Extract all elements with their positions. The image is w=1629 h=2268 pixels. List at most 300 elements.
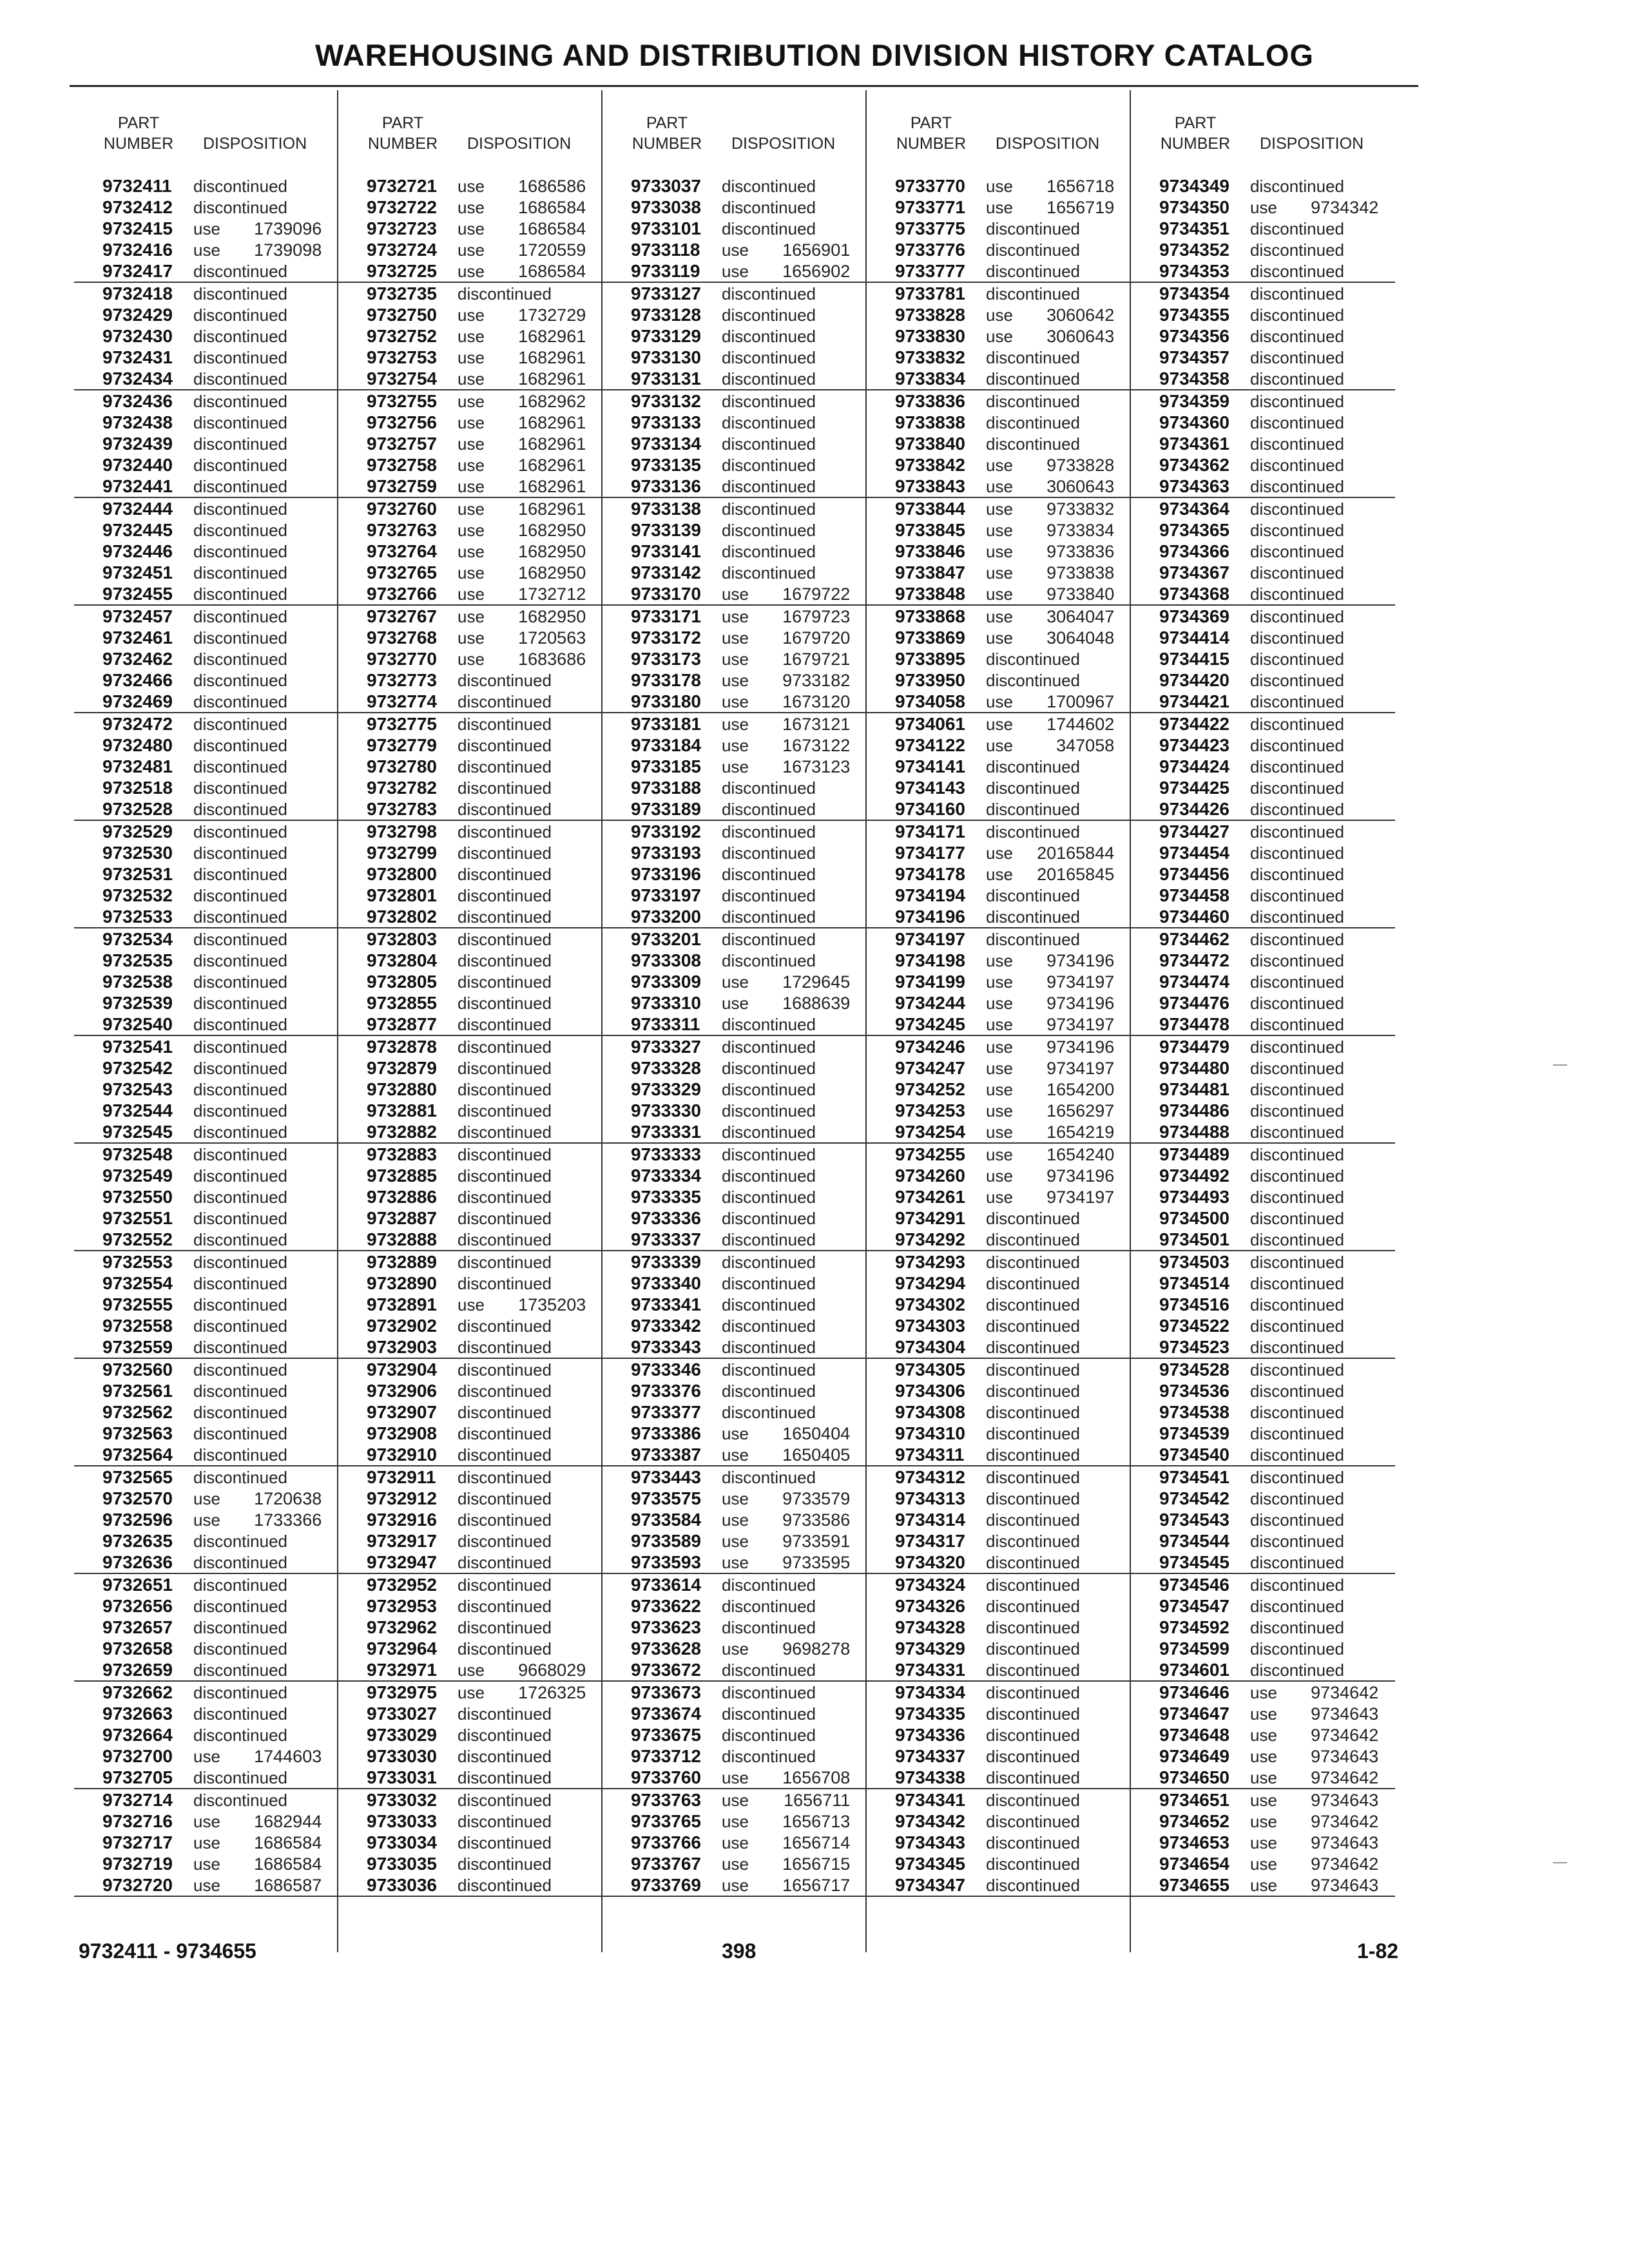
part-number: 9733376 xyxy=(631,1381,702,1401)
disposition: use 1682961 xyxy=(458,456,586,475)
disposition: discontinued xyxy=(458,1253,552,1272)
table-row xyxy=(602,992,867,1014)
table-row xyxy=(602,498,867,519)
part-number: 9732541 xyxy=(102,1037,173,1057)
part-number: 9734342 xyxy=(895,1811,966,1831)
table-row xyxy=(74,1466,338,1488)
table-row xyxy=(74,197,338,218)
disposition: discontinued xyxy=(1250,692,1344,711)
table-row xyxy=(867,1229,1131,1251)
part-number: 9732481 xyxy=(102,756,173,776)
footer-part-range: 9732411 - 9734655 xyxy=(79,1939,256,1963)
table-row xyxy=(867,627,1131,648)
table-row xyxy=(602,1014,867,1036)
table-row xyxy=(74,1144,338,1165)
table-row xyxy=(867,368,1131,390)
part-number: 9732735 xyxy=(367,284,438,303)
part-number: 9734324 xyxy=(895,1575,966,1595)
part-number: 9732902 xyxy=(367,1316,438,1336)
part-number: 9734311 xyxy=(895,1445,965,1465)
part-number: 9732906 xyxy=(367,1381,438,1401)
table-row xyxy=(867,756,1131,777)
table-row xyxy=(338,1079,602,1100)
disposition: discontinued xyxy=(722,1316,816,1336)
part-number: 9733329 xyxy=(631,1079,702,1099)
part-number: 9734653 xyxy=(1159,1832,1230,1852)
header-number-label: NUMBER xyxy=(631,135,702,153)
table-row xyxy=(602,669,867,691)
disposition: discontinued xyxy=(986,1274,1080,1293)
part-number: 9733847 xyxy=(895,562,966,582)
part-number: 9733622 xyxy=(631,1596,702,1616)
table-row xyxy=(74,777,338,798)
table-row xyxy=(74,1100,338,1121)
table-row xyxy=(338,971,602,992)
part-number: 9734486 xyxy=(1159,1100,1230,1120)
disposition: use 1650404 xyxy=(722,1424,851,1443)
disposition: discontinued xyxy=(1250,1187,1344,1207)
disposition: discontinued xyxy=(193,671,287,690)
table-row xyxy=(338,1874,602,1897)
part-number: 9732533 xyxy=(102,907,173,927)
part-number: 9732971 xyxy=(367,1660,438,1680)
table-row xyxy=(74,1423,338,1444)
table-row xyxy=(74,1552,338,1574)
disposition: discontinued xyxy=(193,521,287,540)
disposition: discontinued xyxy=(1250,1445,1344,1465)
part-number: 9733173 xyxy=(631,649,702,669)
table-row xyxy=(338,992,602,1014)
disposition: discontinued xyxy=(722,1725,816,1745)
table-row xyxy=(74,1057,338,1079)
part-number: 9733327 xyxy=(631,1037,702,1057)
disposition: discontinued xyxy=(458,1316,552,1336)
disposition: discontinued xyxy=(722,1360,816,1379)
disposition: discontinued xyxy=(722,865,816,884)
table-row xyxy=(1131,1574,1395,1595)
disposition: use 1720559 xyxy=(458,240,586,260)
table-row xyxy=(338,562,602,583)
disposition: discontinued xyxy=(458,1037,552,1057)
disposition: discontinued xyxy=(1250,1489,1344,1508)
table-row xyxy=(602,239,867,260)
disposition: discontinued xyxy=(1250,1381,1344,1401)
disposition: use 1686584 xyxy=(458,262,586,281)
table-row xyxy=(867,1595,1131,1617)
disposition: discontinued xyxy=(986,284,1080,303)
disposition: use 9733586 xyxy=(722,1510,851,1530)
table-row xyxy=(338,1509,602,1530)
table-row xyxy=(602,1488,867,1509)
disposition: discontinued xyxy=(722,800,816,819)
table-row xyxy=(1131,1380,1395,1401)
part-number: 9732798 xyxy=(367,822,438,841)
disposition: use 1686587 xyxy=(193,1876,322,1895)
table-row xyxy=(74,1273,338,1294)
table-row xyxy=(1131,519,1395,541)
table-row xyxy=(602,735,867,756)
table-row xyxy=(1131,1401,1395,1423)
disposition: use 1682961 xyxy=(458,499,586,519)
disposition: discontinued xyxy=(1250,1553,1344,1572)
part-number: 9733036 xyxy=(367,1875,438,1895)
header-disposition-label: DISPOSITION xyxy=(467,135,572,153)
part-number: 9733200 xyxy=(631,907,702,927)
table-row xyxy=(74,798,338,821)
table-row xyxy=(338,1057,602,1079)
part-number: 9734501 xyxy=(1159,1229,1230,1249)
part-number: 9733197 xyxy=(631,885,702,905)
part-number: 9734302 xyxy=(895,1294,966,1314)
disposition: discontinued xyxy=(1250,778,1344,798)
disposition: discontinued xyxy=(722,305,816,325)
part-number: 9732917 xyxy=(367,1531,438,1551)
disposition: discontinued xyxy=(722,348,816,367)
table-row xyxy=(602,1100,867,1121)
disposition: discontinued xyxy=(1250,649,1344,669)
table-row xyxy=(602,1315,867,1336)
disposition: discontinued xyxy=(458,1145,552,1164)
table-row xyxy=(74,1315,338,1336)
table-row xyxy=(867,1444,1131,1466)
part-number: 9734364 xyxy=(1159,499,1230,519)
disposition: use 1682961 xyxy=(458,327,586,346)
disposition: discontinued xyxy=(193,1230,287,1249)
part-number: 9732714 xyxy=(102,1790,173,1810)
disposition: discontinued xyxy=(1250,1059,1344,1078)
table-row xyxy=(338,735,602,756)
disposition: discontinued xyxy=(986,1639,1080,1658)
part-number: 9734648 xyxy=(1159,1725,1230,1745)
table-row xyxy=(338,713,602,735)
disposition: discontinued xyxy=(722,1618,816,1637)
disposition: use 1744603 xyxy=(193,1747,322,1766)
table-row xyxy=(867,476,1131,498)
part-number: 9734058 xyxy=(895,691,966,711)
disposition: use 9734643 xyxy=(1250,1791,1379,1810)
disposition: discontinued xyxy=(1250,607,1344,626)
disposition: use 1656711 xyxy=(722,1791,851,1810)
part-number: 9732877 xyxy=(367,1014,438,1034)
table-row xyxy=(338,1745,602,1767)
part-number: 9732719 xyxy=(102,1854,173,1874)
part-number: 9734310 xyxy=(895,1423,966,1443)
part-number: 9734516 xyxy=(1159,1294,1230,1314)
part-number: 9732953 xyxy=(367,1596,438,1616)
part-number: 9734488 xyxy=(1159,1122,1230,1142)
table-row xyxy=(867,1121,1131,1144)
table-row xyxy=(74,756,338,777)
disposition: discontinued xyxy=(986,1747,1080,1766)
table-row xyxy=(1131,175,1395,197)
table-row xyxy=(602,1251,867,1273)
part-number: 9732518 xyxy=(102,778,173,798)
part-number: 9734354 xyxy=(1159,284,1230,303)
part-number: 9732532 xyxy=(102,885,173,905)
disposition: discontinued xyxy=(1250,1424,1344,1443)
disposition: discontinued xyxy=(1250,1295,1344,1314)
disposition: use 1679723 xyxy=(722,607,851,626)
part-number: 9734522 xyxy=(1159,1316,1230,1336)
table-row xyxy=(338,412,602,433)
table-row xyxy=(1131,1336,1395,1359)
disposition: use 9733591 xyxy=(722,1532,851,1551)
part-number: 9734246 xyxy=(895,1037,966,1057)
part-number: 9732768 xyxy=(367,628,438,648)
disposition: discontinued xyxy=(193,972,287,992)
disposition: discontinued xyxy=(722,1295,816,1314)
disposition: discontinued xyxy=(1250,1209,1344,1228)
header-disposition-label: DISPOSITION xyxy=(731,135,836,153)
disposition: discontinued xyxy=(193,456,287,475)
part-number: 9733030 xyxy=(367,1746,438,1766)
header-part-label: PART xyxy=(910,114,952,132)
disposition: discontinued xyxy=(458,994,552,1013)
disposition: discontinued xyxy=(986,822,1080,841)
part-number: 9732444 xyxy=(102,499,173,519)
part-number: 9734458 xyxy=(1159,885,1230,905)
disposition: discontinued xyxy=(193,736,287,755)
part-number: 9733331 xyxy=(631,1122,702,1142)
part-number: 9734426 xyxy=(1159,799,1230,819)
disposition: discontinued xyxy=(986,1230,1080,1249)
disposition: use 9734197 xyxy=(986,1015,1115,1034)
part-number: 9732550 xyxy=(102,1187,173,1207)
part-number: 9733119 xyxy=(631,261,700,281)
disposition: discontinued xyxy=(1250,1338,1344,1357)
part-number: 9734542 xyxy=(1159,1488,1230,1508)
disposition: discontinued xyxy=(1250,219,1344,238)
table-row xyxy=(74,1359,338,1380)
disposition: discontinued xyxy=(193,198,287,217)
disposition: discontinued xyxy=(722,456,816,475)
table-row xyxy=(74,1832,338,1853)
header-part-label: PART xyxy=(646,114,688,132)
disposition: discontinued xyxy=(458,951,552,970)
part-number: 9733869 xyxy=(895,628,966,648)
part-number: 9733628 xyxy=(631,1639,702,1658)
disposition: discontinued xyxy=(193,1660,287,1680)
table-row xyxy=(602,583,867,606)
table-row xyxy=(74,863,338,885)
disposition: use 9733834 xyxy=(986,521,1115,540)
table-row xyxy=(867,928,1131,950)
table-row xyxy=(867,1186,1131,1207)
disposition: discontinued xyxy=(458,736,552,755)
table-row xyxy=(338,606,602,627)
table-row xyxy=(74,1488,338,1509)
table-row xyxy=(74,842,338,863)
table-row xyxy=(74,1682,338,1703)
table-row xyxy=(867,1789,1131,1811)
part-number: 9732656 xyxy=(102,1596,173,1616)
table-row xyxy=(74,519,338,541)
part-number: 9732774 xyxy=(367,691,438,711)
disposition: discontinued xyxy=(458,692,552,711)
part-number: 9734414 xyxy=(1159,628,1230,648)
disposition: discontinued xyxy=(986,434,1080,454)
table-row xyxy=(1131,1229,1395,1251)
disposition: discontinued xyxy=(458,1187,552,1207)
part-number: 9733101 xyxy=(631,218,702,238)
disposition: discontinued xyxy=(193,1597,287,1616)
part-number: 9732878 xyxy=(367,1037,438,1057)
table-row xyxy=(1131,347,1395,368)
disposition: use 9733838 xyxy=(986,563,1115,582)
part-number: 9732429 xyxy=(102,305,173,325)
disposition: discontinued xyxy=(722,930,816,949)
part-number: 9734356 xyxy=(1159,326,1230,346)
disposition: discontinued xyxy=(193,1059,287,1078)
table-row xyxy=(1131,498,1395,519)
table-row xyxy=(1131,1874,1395,1897)
table-row xyxy=(1131,950,1395,971)
table-row xyxy=(867,454,1131,476)
table-row xyxy=(602,1079,867,1100)
table-row xyxy=(867,1617,1131,1638)
table-row xyxy=(1131,433,1395,454)
part-number: 9734341 xyxy=(895,1790,966,1810)
table-row xyxy=(74,1853,338,1874)
part-number: 9732882 xyxy=(367,1122,438,1142)
table-row xyxy=(602,1359,867,1380)
margin-mark xyxy=(1553,1862,1567,1863)
table-row xyxy=(338,1100,602,1121)
part-number: 9733781 xyxy=(895,284,966,303)
part-number: 9734247 xyxy=(895,1058,966,1078)
table-row xyxy=(602,519,867,541)
part-number: 9732542 xyxy=(102,1058,173,1078)
disposition: discontinued xyxy=(193,757,287,776)
disposition: use 9733832 xyxy=(986,499,1115,519)
table-row xyxy=(74,1874,338,1897)
part-number: 9732724 xyxy=(367,240,438,260)
part-number: 9733184 xyxy=(631,735,702,755)
part-number: 9733129 xyxy=(631,326,702,346)
part-number: 9734654 xyxy=(1159,1854,1230,1874)
part-number: 9733309 xyxy=(631,972,702,992)
disposition: discontinued xyxy=(193,930,287,949)
part-number: 9732551 xyxy=(102,1208,173,1228)
header-rule xyxy=(70,85,1418,87)
disposition: discontinued xyxy=(458,671,552,690)
part-number: 9732462 xyxy=(102,649,173,669)
disposition: discontinued xyxy=(986,1295,1080,1314)
table-row xyxy=(867,1336,1131,1359)
table-row xyxy=(602,1229,867,1251)
part-number: 9734492 xyxy=(1159,1166,1230,1186)
disposition: discontinued xyxy=(1250,542,1344,561)
table-row xyxy=(338,842,602,863)
table-row xyxy=(338,648,602,669)
table-row xyxy=(1131,1595,1395,1617)
part-number: 9732430 xyxy=(102,326,173,346)
disposition: discontinued xyxy=(193,1768,287,1787)
table-row xyxy=(867,304,1131,325)
disposition: discontinued xyxy=(458,822,552,841)
disposition: discontinued xyxy=(1250,1597,1344,1616)
disposition: discontinued xyxy=(193,1704,287,1724)
part-number: 9732563 xyxy=(102,1423,173,1443)
table-row xyxy=(338,669,602,691)
disposition: discontinued xyxy=(458,284,552,303)
disposition: use 1654200 xyxy=(986,1080,1115,1099)
disposition: use 1673120 xyxy=(722,692,851,711)
disposition: discontinued xyxy=(722,1080,816,1099)
table-row xyxy=(1131,1207,1395,1229)
part-number: 9734367 xyxy=(1159,562,1230,582)
disposition: discontinued xyxy=(986,1575,1080,1595)
disposition: use 1739098 xyxy=(193,240,322,260)
part-number: 9733033 xyxy=(367,1811,438,1831)
part-number: 9733172 xyxy=(631,628,702,648)
part-number: 9733037 xyxy=(631,176,702,196)
disposition: discontinued xyxy=(1250,930,1344,949)
table-row xyxy=(74,648,338,669)
part-number: 9733328 xyxy=(631,1058,702,1078)
disposition: use 3064048 xyxy=(986,628,1115,648)
table-row xyxy=(1131,1165,1395,1186)
part-number: 9734244 xyxy=(895,993,966,1013)
part-number: 9733346 xyxy=(631,1360,702,1379)
column-header xyxy=(1131,113,1395,154)
disposition: discontinued xyxy=(193,1274,287,1293)
part-number: 9734122 xyxy=(895,735,966,755)
table-row xyxy=(74,606,338,627)
part-number: 9733334 xyxy=(631,1166,702,1186)
table-row xyxy=(1131,1036,1395,1057)
table-row xyxy=(338,368,602,390)
part-number: 9732891 xyxy=(367,1294,438,1314)
part-number: 9734293 xyxy=(895,1252,966,1272)
part-number: 9733188 xyxy=(631,778,702,798)
disposition: discontinued xyxy=(458,1812,552,1831)
table-row xyxy=(602,1595,867,1617)
disposition: discontinued xyxy=(1250,1166,1344,1186)
table-row xyxy=(867,606,1131,627)
disposition: discontinued xyxy=(458,1639,552,1658)
part-number: 9734366 xyxy=(1159,541,1230,561)
table-row xyxy=(338,347,602,368)
disposition: discontinued xyxy=(986,1253,1080,1272)
disposition: discontinued xyxy=(193,1468,287,1487)
part-number: 9734313 xyxy=(895,1488,966,1508)
disposition: use 1656901 xyxy=(722,240,851,260)
table-row xyxy=(338,583,602,606)
part-number: 9734360 xyxy=(1159,412,1230,432)
disposition: discontinued xyxy=(722,951,816,970)
table-row xyxy=(338,1466,602,1488)
disposition: discontinued xyxy=(1250,1532,1344,1551)
part-number: 9732805 xyxy=(367,972,438,992)
disposition: discontinued xyxy=(193,1725,287,1745)
part-number: 9733623 xyxy=(631,1617,702,1637)
footer-page-number: 398 xyxy=(722,1939,757,1963)
part-number: 9732434 xyxy=(102,369,173,389)
part-number: 9732801 xyxy=(367,885,438,905)
disposition: discontinued xyxy=(193,649,287,669)
table-row xyxy=(338,756,602,777)
table-row xyxy=(74,1079,338,1100)
table-row xyxy=(338,691,602,713)
part-number: 9734427 xyxy=(1159,822,1230,841)
table-row xyxy=(338,1530,602,1552)
part-number: 9732440 xyxy=(102,455,173,475)
disposition: discontinued xyxy=(193,994,287,1013)
disposition: use 9668029 xyxy=(458,1660,586,1680)
part-number: 9732596 xyxy=(102,1510,173,1530)
table-row xyxy=(602,1144,867,1165)
